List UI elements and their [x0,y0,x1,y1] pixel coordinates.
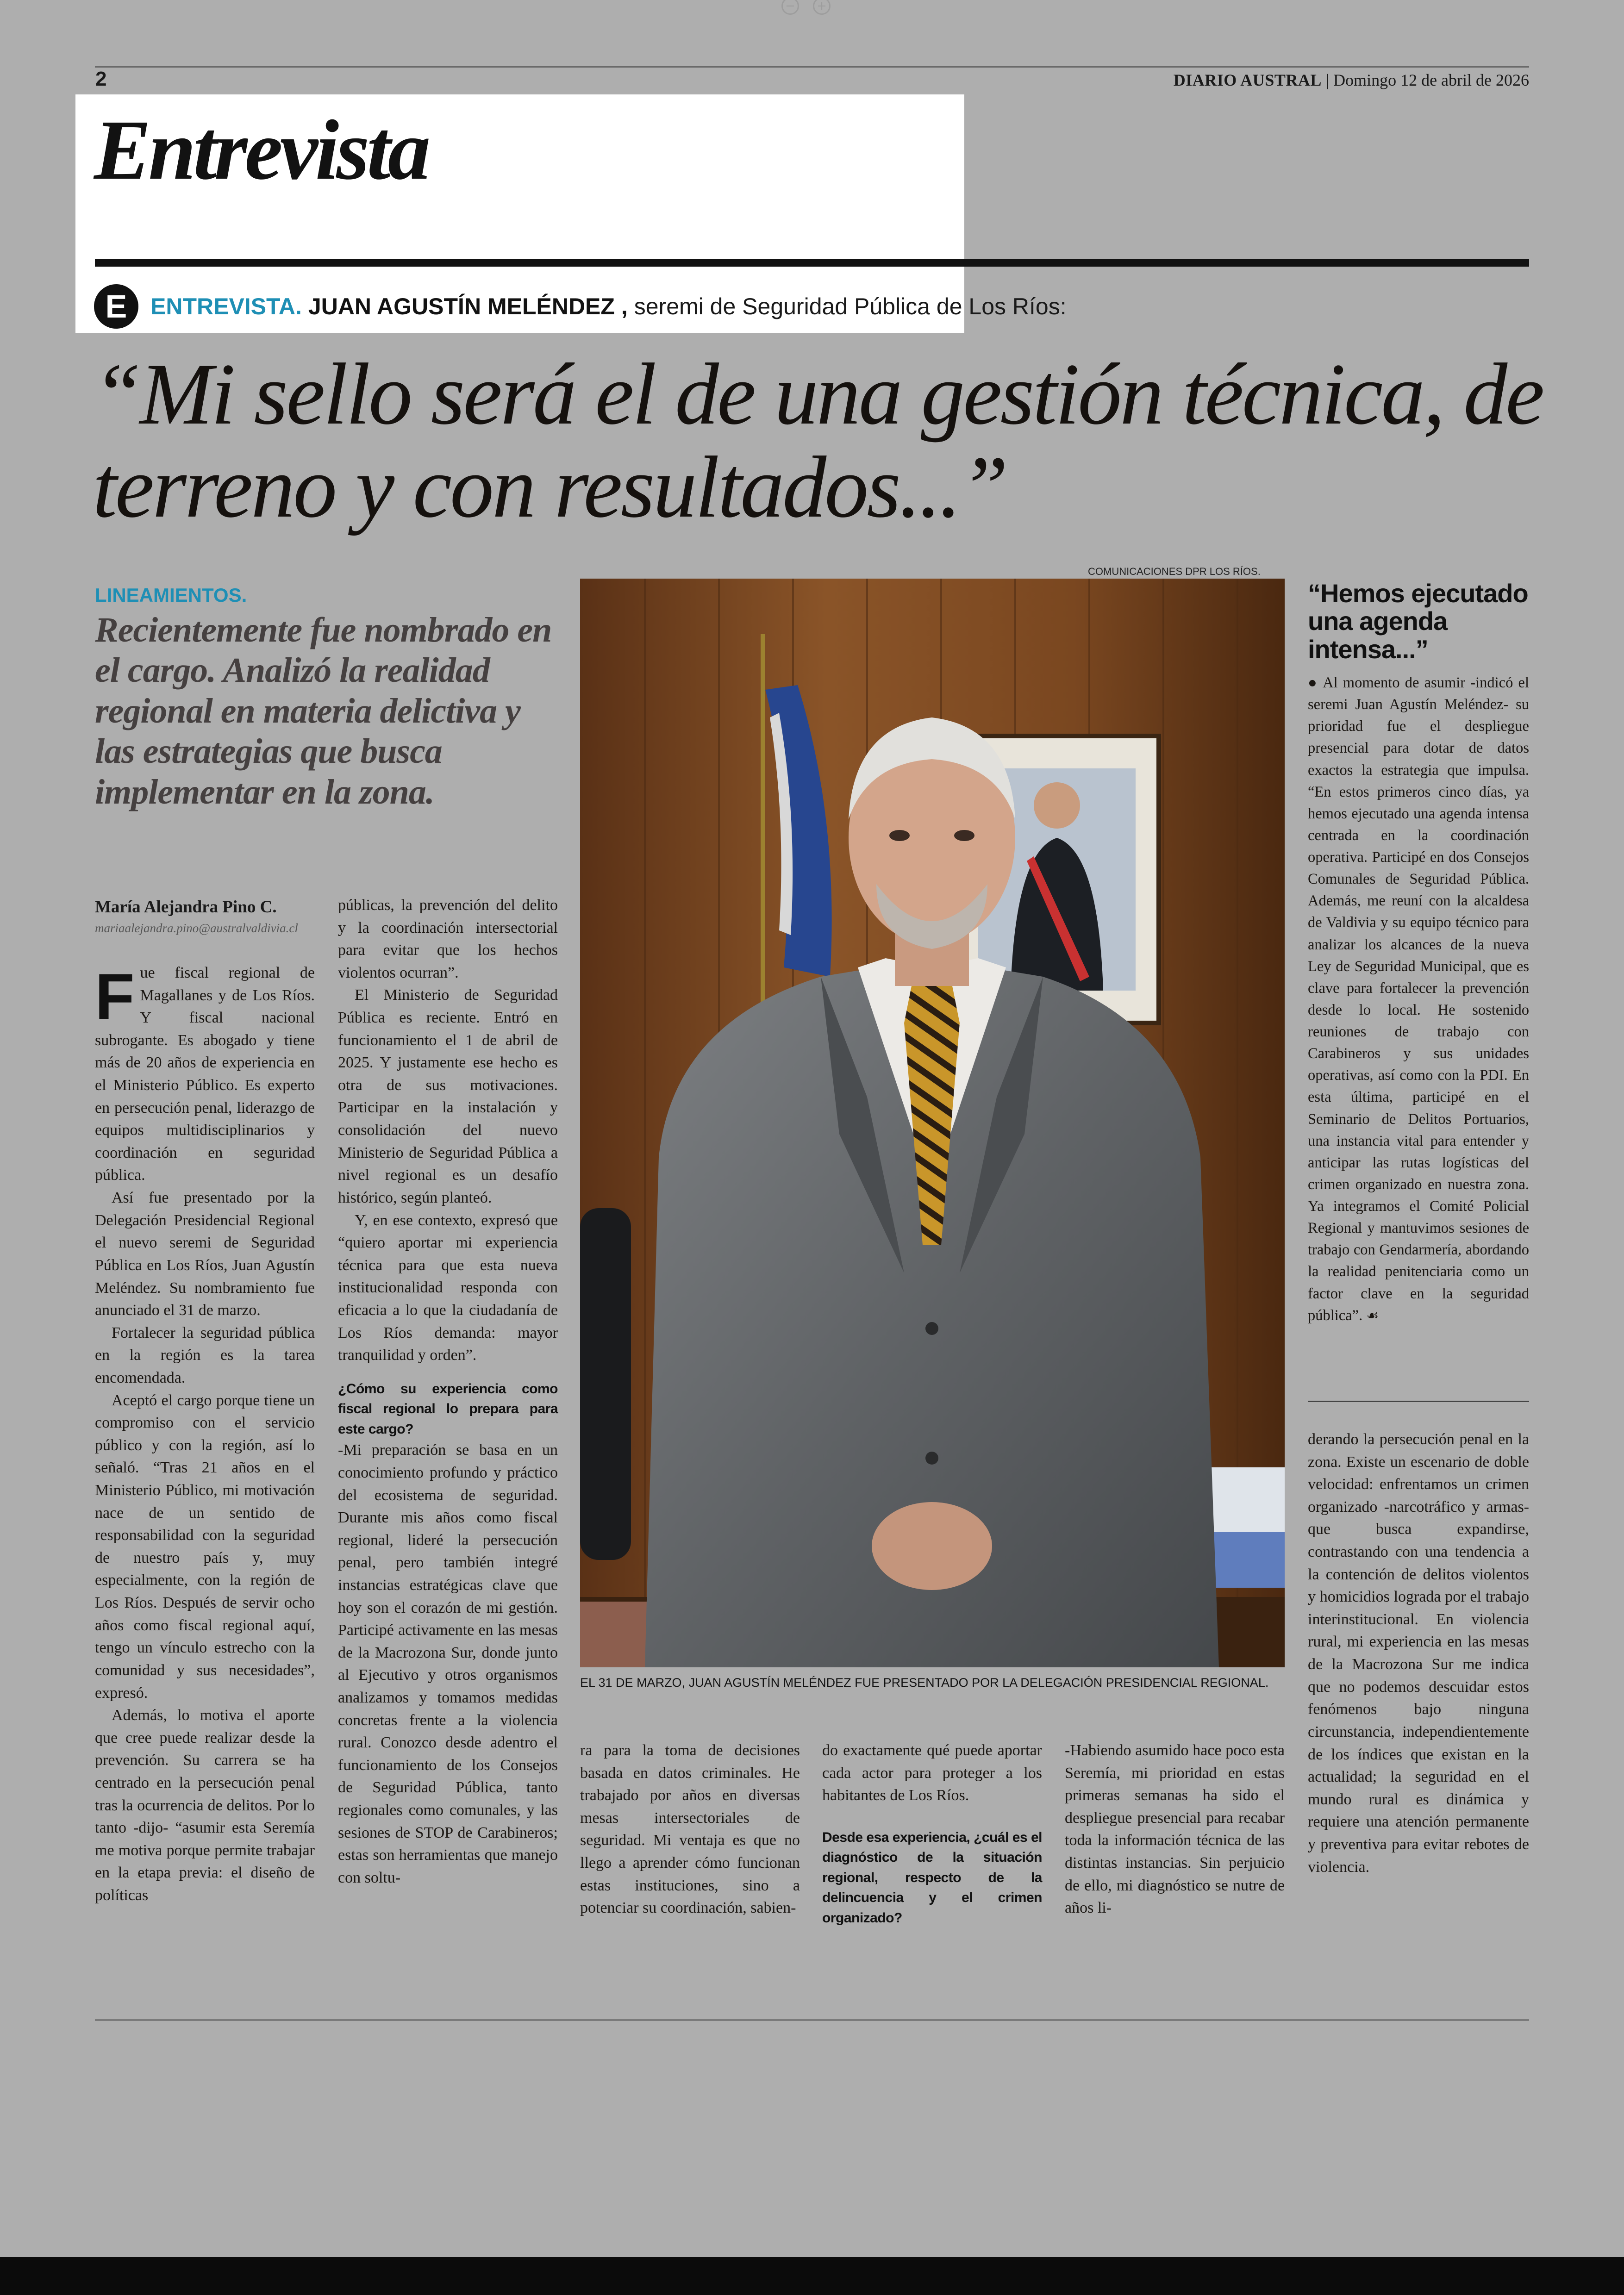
portrait-photo-illustration [580,579,1285,1667]
interview-question: ¿Cómo su experiencia como fiscal regional lo prepara para este cargo? [338,1381,558,1437]
body-paragraph: públicas, la prevención del delito y la coordinación intersectorial para evitar que los hechos violentos ocurran”. [338,897,558,981]
body-paragraph [95,962,315,1187]
top-rule [95,66,1529,68]
interviewee-name: JUAN AGUSTÍN MELÉNDEZ , [308,293,628,319]
kicker-label: ENTREVISTA. [150,293,302,319]
sidebar-divider [1308,1401,1529,1402]
end-mark-icon: ☙ [1366,1307,1379,1324]
body-text: ue fiscal regional de Magallanes y de Los Ríos. Y fiscal nacional subrogante. Es abogado y tiene más de 20 años de experiencia en el Ministerio Público. Es experto en persecución penal, liderazgo de equipos multidisciplinarios y coordinación en seguridad pública. [95,964,315,1184]
body-paragraph: Aceptó el cargo porque tiene un compromiso con el servicio público y con la región, así lo señaló. “Tras 21 años en el Ministerio Público, mi motivación nace de un sentido de responsabilidad con la seguridad de nuestro país y, muy especialmente, con la región de Los Ríos. Después de servir ocho años como fiscal regional aquí, tengo un vínculo estrecho con la comunidad y sus necesidades”, expresó. [95,1391,315,1702]
body-column-3 [580,1740,800,1920]
body-paragraph: ra para la toma de decisiones basada en datos criminales. He trabajado por años en diversas mesas intersectoriales de seguridad. Mi ventaja es que no llego a aprender cómo funcionan estas instituciones, sino a potenciar su coordinación, sabien- [580,1742,800,1917]
byline-name: María Alejandra Pino C. [95,898,277,917]
page-number: 2 [95,68,107,90]
sidebar-body [1308,672,1529,1327]
lead-text: Recientemente fue nombrado en el cargo. Analizó la realidad regional en materia delictiva y las estrategias que busca implementar en la zona. [95,611,552,811]
sidebar-heading: “Hemos ejecutado una agenda intensa...” [1308,579,1528,664]
body-column-5 [1065,1740,1285,1920]
body-column-2 [338,894,558,1889]
bullet-icon: ● [1308,674,1318,691]
viewer-controls [781,0,831,16]
body-paragraph: -Mi preparación se basa en un conocimiento profundo y práctico del ecosistema de seguridad. Durante mis años como fiscal regional, lideré la persecución penal, pero también integré instancias estratégicas clave que hoy son el corazón de mi gestión. Participé activamente en las mesas de la Macrozona Sur, donde junto al Ejecutivo y otros organismos analizamos y tomamos medidas concretas frente a la violencia rural. Conozco desde adentro el funcionamiento de los Consejos de Seguridad Pública, tanto regionales como comunales, y las sesiones de STOP de Carabineros; estas son herramientas que manejo con soltu- [338,1441,558,1886]
body-paragraph: Y, en ese contexto, expresó que “quiero aportar mi experiencia técnica para que esta nueva institucionalidad responda con eficacia a lo que la ciudadanía de Los Ríos demanda: mayor tranquilidad y orden”. [338,1211,558,1364]
body-column-4 [822,1740,1042,1928]
sidebar-paragraph [1308,672,1529,1327]
issue-date: Domingo 12 de abril de 2026 [1333,71,1529,89]
sidebar-text: Al momento de asumir -indicó el seremi Juan Agustín Meléndez- su prioridad fue el despliegue presencial para dotar de datos exactos la estrategia que impulsa. “En estos primeros cinco días, ya hemos ejecutado una agenda intensa centrada en la coordinación operativa. Participé en dos Consejos Comunales de Seguridad Pública. Además, me reuní con la alcaldesa de Valdivia y su equipo técnico para analizar los alcances de la nueva Ley de Seguridad Municipal, que es clave para fortalecer la prevención desde lo local. He sostenido reuniones de trabajo con Carabineros y sus unidades operativas, así como con la PDI. En esta última, participé en el Seminario de Delitos Portuarios, una instancia vital para entender y anticipar las rutas logísticas del crimen organizado en nuestra zona. Ya integramos el Comité Policial Regional y mantuvimos sesiones de trabajo con Gendarmería, abordando la realidad penitenciaria como un factor clave en la seguridad pública”. [1308,674,1529,1324]
body-paragraph: Fortalecer la seguridad pública en la región es la tarea encomendada. [95,1324,315,1386]
interview-question: Desde esa experiencia, ¿cuál es el diagnóstico de la situación regional, respecto de la delincuencia y el crimen organizado? [822,1829,1042,1926]
portrait-photo [580,579,1285,1667]
zoom-in-icon[interactable]: + [813,0,831,15]
photo-credit: COMUNICACIONES DPR LOS RÍOS. [1088,566,1261,577]
body-paragraph: -Habiendo asumido hace poco esta Seremía, mi prioridad en estas primeras semanas ha sido el despliegue presencial para recabar toda la información técnica de las distintas instancias. Sin perjuicio de ello, mi diagnóstico se nutre de años li- [1065,1742,1285,1917]
section-title: Entrevista [94,103,428,198]
section-divider [95,259,1529,267]
body-column-6 [1308,1428,1529,1878]
body-paragraph: El Ministerio de Seguridad Pública es reciente. Entró en funcionamiento el 1 de abril de 2025. Y justamente ese hecho es otra de sus motivaciones. Participar en la instalación y consolidación del nuevo Ministerio de Seguridad Pública a nivel regional es un desafío histórico, según planteó. [338,986,558,1206]
zoom-out-icon[interactable]: − [781,0,799,15]
body-paragraph: Además, lo motiva el aporte que cree puede realizar desde la prevención. Su carrera se ha centrado en la persecución penal tras la ocurrencia de delitos. Por lo tanto -dijo- “asumir esta Seremía me motiva porque permite trabajar en la etapa previa: el diseño de políticas [95,1707,315,1904]
body-paragraph: derando la persecución penal en la zona. Existe un escenario de doble velocidad: enfrentamos un crimen organizado -narcotráfico y armas- que busca expandirse, contrastando con una tendencia a la contención de delitos violentos y homicidios lograda por el trabajo interinstitucional. En violencia rural, mi experiencia en las mesas de la Macrozona Sur me indica que no podemos descuidar estos fenómenos bajo ninguna circunstancia, independientemente de los índices que existan en la actualidad; la seguridad en el mundo rural es dinámica y requiere una atención permanente y preventiva para evitar rebotes de violencia. [1308,1431,1529,1876]
section-badge-icon: E [94,284,138,329]
interview-kicker [94,283,1067,330]
body-column-1 [95,962,315,1907]
body-paragraph: do exactamente qué puede aportar cada actor para proteger a los habitantes de Los Ríos. [822,1742,1042,1804]
masthead: DIARIO AUSTRAL | Domingo 12 de abril de 2026 [1173,71,1529,89]
headline: “Mi sello será el de una gestión técnica, de terreno y con resultados...” [93,346,1543,536]
byline-email[interactable]: mariaalejandra.pino@australvaldivia.cl [95,921,298,935]
viewer-footer-bar [0,2257,1624,2295]
interviewee-role: seremi de Seguridad Pública de Los Ríos: [634,293,1067,319]
publication-name: DIARIO AUSTRAL [1173,71,1322,89]
bottom-rule [95,2019,1529,2021]
lead-kicker: LINEAMIENTOS. [95,584,247,606]
body-paragraph: Así fue presentado por la Delegación Presidencial Regional el nuevo seremi de Seguridad Pública en Los Ríos, Juan Agustín Meléndez. Su nombramiento fue anunciado el 31 de marzo. [95,1189,315,1319]
photo-caption: EL 31 DE MARZO, JUAN AGUSTÍN MELÉNDEZ FUE PRESENTADO POR LA DELEGACIÓN PRESIDENCIAL REGIONAL. [580,1676,1269,1690]
dropcap: F [95,960,135,1033]
